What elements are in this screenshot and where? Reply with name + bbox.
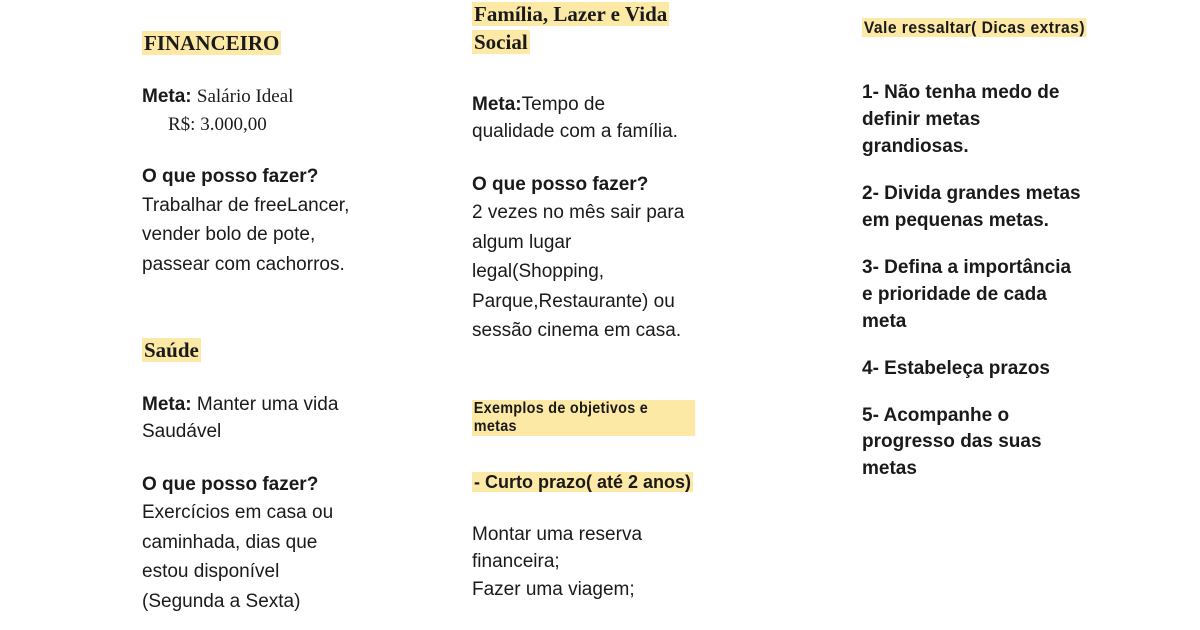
tip-1-line-3: grandiosas.	[862, 135, 969, 157]
saude-meta-value-line-2: Saudável	[142, 421, 222, 443]
familia-answer-line-2: algum lugar	[472, 231, 572, 253]
financeiro-meta-amount: R$: 3.000,00	[168, 113, 267, 135]
familia-meta-value-2: qualidade com a família.	[472, 121, 678, 143]
tips-title	[862, 16, 1155, 40]
saude-meta-value: Manter uma vida	[196, 393, 339, 415]
financeiro-question: O que posso fazer?	[142, 166, 319, 188]
financeiro-answer-line-2: vender bolo de pote,	[142, 224, 316, 246]
saude-answer-line-3: estou disponível	[142, 561, 280, 583]
familia-answer-line-1: 2 vezes no mês sair para	[472, 202, 685, 224]
familia-answer-line-3: legal(Shopping,	[472, 261, 605, 283]
tip-3-line-3: meta	[862, 310, 907, 332]
column-right	[730, 0, 1200, 630]
tip-3-line-1: 3- Defina a importância	[862, 256, 1072, 278]
financeiro-meta-label: Meta:	[142, 86, 192, 108]
tip-3-line-2: e prioridade de cada	[862, 283, 1047, 305]
familia-title-line-1	[472, 0, 720, 28]
tip-item-4	[862, 356, 1180, 383]
familia-answer-line-5: sessão cinema em casa.	[472, 320, 682, 342]
tip-1-line-1: 1- Não tenha medo de	[862, 81, 1060, 103]
tip-5-line-3: metas	[862, 458, 917, 480]
exemplos-subtitle	[472, 472, 720, 493]
familia-meta-value-1: Tempo de	[521, 93, 606, 115]
section-title-saude	[142, 337, 380, 364]
saude-answer-line-4: (Segunda a Sexta)	[142, 590, 301, 612]
tip-4-line-1: 4- Estabeleça prazos	[862, 357, 1050, 379]
financeiro-title-text: FINANCEIRO	[144, 31, 280, 55]
exemplos-subtitle-text: - Curto prazo( até 2 anos)	[474, 471, 692, 492]
saude-meta-label: Meta:	[142, 393, 192, 415]
tips-title-text: Vale ressaltar( Dicas extras)	[863, 18, 1085, 37]
familia-title-text-2: Social	[474, 30, 528, 55]
tip-1-line-2: definir metas	[862, 108, 981, 130]
saude-answer-line-2: caminhada, dias que	[142, 531, 318, 553]
exemplos-item-2: financeira;	[472, 551, 560, 573]
saude-question: O que posso fazer?	[142, 473, 319, 495]
familia-meta-label: Meta:	[472, 93, 522, 115]
section-title-financeiro	[142, 30, 380, 57]
familia-title-line-2	[472, 28, 720, 56]
tip-item-1	[862, 80, 1180, 161]
tip-5-line-2: progresso das suas	[862, 431, 1042, 453]
column-left	[0, 0, 400, 630]
familia-question: O que posso fazer?	[472, 173, 649, 195]
saude-title-text: Saúde	[144, 338, 199, 363]
tip-item-5	[862, 403, 1180, 484]
familia-title-text-1: Família, Lazer e Vida	[474, 2, 668, 26]
exemplos-title	[472, 400, 720, 436]
tip-2-line-1: 2- Divida grandes metas	[862, 182, 1081, 204]
saude-answer-line-1: Exercícios em casa ou	[142, 502, 334, 524]
familia-answer-line-4: Parque,Restaurante) ou	[472, 290, 675, 312]
exemplos-item-1: Montar uma reserva	[472, 523, 643, 545]
tip-2-line-2: em pequenas metas.	[862, 209, 1049, 231]
exemplos-title-text: Exemplos de objetivos e metas	[472, 400, 695, 436]
exemplos-item-3: Fazer uma viagem;	[472, 578, 635, 600]
saude-meta-line	[142, 391, 380, 419]
financeiro-answer-line-3: passear com cachorros.	[142, 253, 345, 275]
financeiro-meta-value: Salário Ideal	[196, 86, 294, 108]
tip-item-3	[862, 255, 1180, 336]
tip-5-line-1: 5- Acompanhe o	[862, 404, 1010, 426]
tip-item-2	[862, 181, 1180, 235]
financeiro-answer-line-1: Trabalhar de freeLancer,	[142, 194, 350, 216]
familia-meta-line	[472, 91, 720, 119]
financeiro-meta-line	[142, 83, 380, 111]
column-middle	[400, 0, 730, 630]
